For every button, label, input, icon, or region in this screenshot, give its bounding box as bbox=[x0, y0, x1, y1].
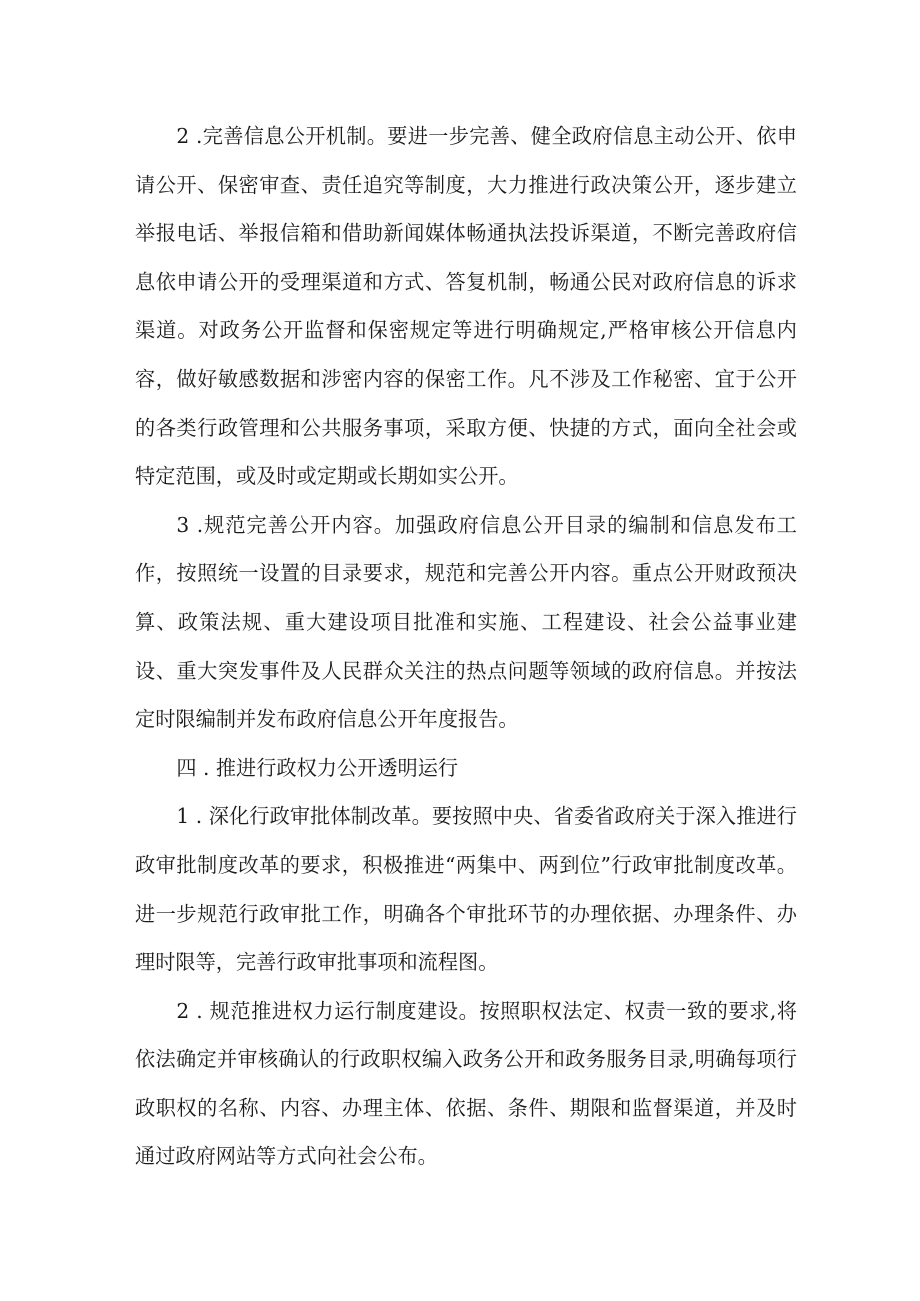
document-body bbox=[135, 112, 797, 1181]
paragraph-power-operation: 2 . 规范推进权力运行制度建设。按照职权法定、权责一致的要求,将依法确定并审核确认的行政职权编入政务公开和政务服务目录,明确每项行政职权的名称、内容、办理主体、依据、条件、期限和监督渠道，并及时通过政府网站等方式向社会公布。 bbox=[135, 998, 797, 1169]
paragraph-approval-reform: 1 . 深化行政审批体制改革。要按照中央、省委省政府关于深入推进行政审批制度改革的要求，积极推进“两集中、两到位”行政审批制度改革。进一步规范行政审批工作，明确各个审批环节的办理依据、办理条件、办理时限等，完善行政审批事项和流程图。 bbox=[135, 804, 797, 975]
paragraph-open-info-mechanism: 2 .完善信息公开机制。要进一步完善、健全政府信息主动公开、依申请公开、保密审查、责任追究等制度，大力推进行政决策公开，逐步建立举报电话、举报信箱和借助新闻媒体畅通执法投诉渠道，不断完善政府信息依申请公开的受理渠道和方式、答复机制，畅通公民对政府信息的诉求渠道。对政务公开监督和保密规定等进行明确规定,严格审核公开信息内容，做好敏感数据和涉密内容的保密工作。凡不涉及工作秘密、宜于公开的各类行政管理和公共服务事项，采取方便、快捷的方式，面向全社会或特定范围，或及时或定期或长期如实公开。 bbox=[135, 124, 797, 489]
section-heading-4: 四 . 推进行政权力公开透明运行 bbox=[176, 755, 459, 780]
paragraph-open-content: 3 .规范完善公开内容。加强政府信息公开目录的编制和信息发布工作，按照统一设置的目录要求，规范和完善公开内容。重点公开财政预决算、政策法规、重大建设项目批准和实施、工程建设、社会公益事业建设、重大突发事件及人民群众关注的热点问题等领域的政府信息。并按法定时限编制并发布政府信息公开年度报告。 bbox=[135, 512, 797, 732]
